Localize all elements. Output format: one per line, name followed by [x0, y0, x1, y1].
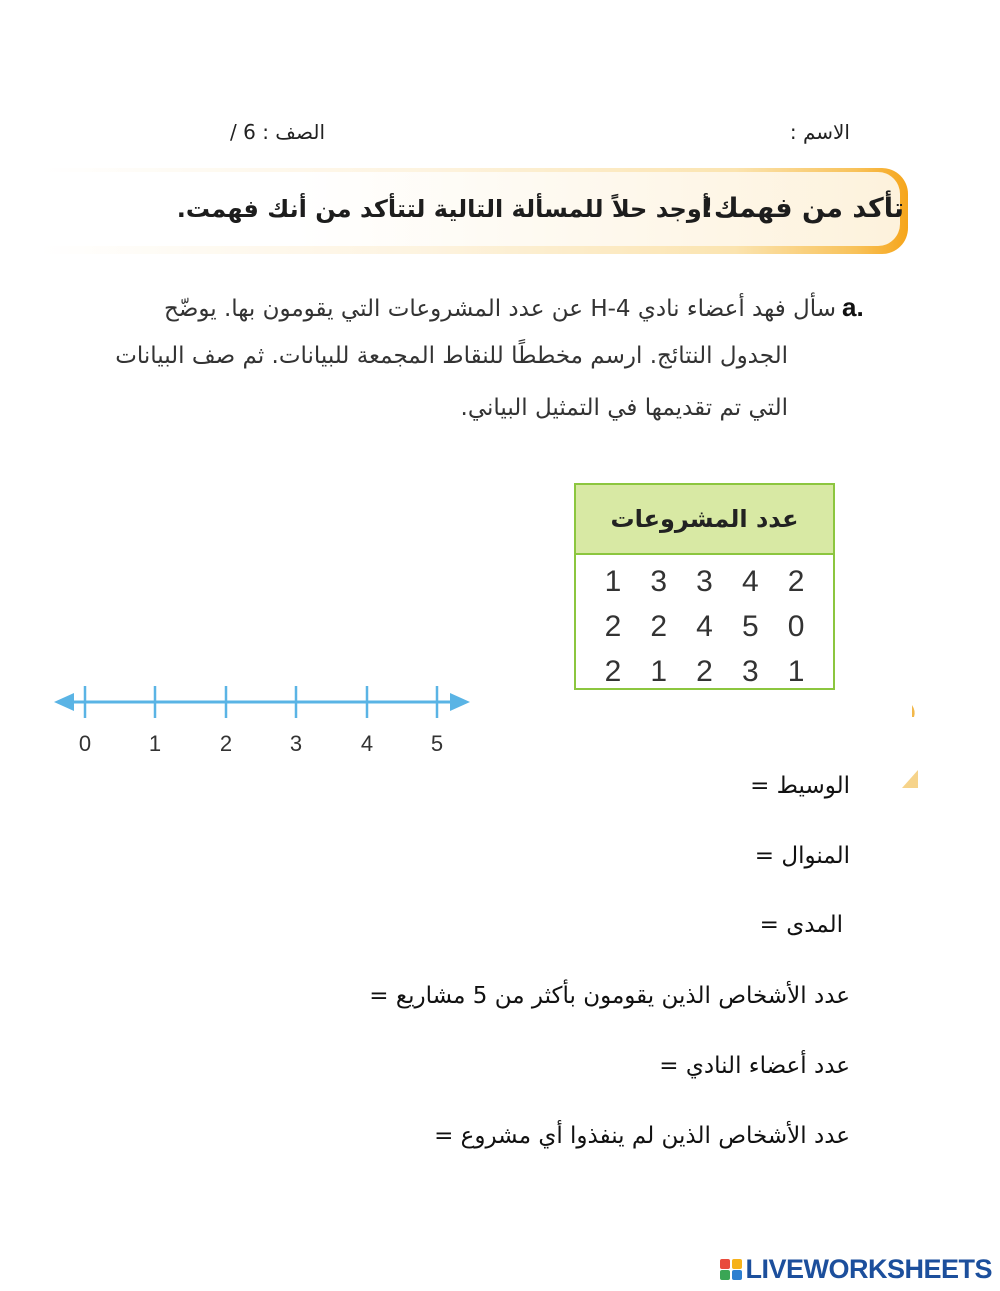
logo-square [720, 1259, 730, 1269]
logo-square [732, 1259, 742, 1269]
projects-table [574, 483, 835, 690]
table-cell: 2 [787, 565, 805, 598]
banner-instruction: أوجد حلاً للمسألة التالية لتتأكد من أنك فهمت. [176, 195, 710, 223]
question-line: التي تم تقديمها في التمثيل البياني. [460, 395, 788, 421]
logo-icon [720, 1259, 742, 1281]
number-line-label: 5 [430, 731, 444, 756]
table-cell: 1 [650, 655, 668, 688]
table-cell: 4 [741, 565, 759, 598]
logo-text: LIVEWORKSHEETS [745, 1254, 992, 1284]
table-row [576, 649, 833, 694]
number-line-label: 1 [148, 731, 162, 756]
logo-square [720, 1270, 730, 1280]
members-answer-line[interactable]: عدد أعضاء النادي = [659, 1053, 850, 1079]
table-cell: 2 [604, 655, 622, 688]
question-line: الجدول النتائج. ارسم مخططًا للنقاط المجمعة للبيانات. ثم صف البيانات [115, 343, 788, 369]
logo-square [732, 1270, 742, 1280]
table-row [576, 604, 833, 649]
number-line[interactable] [50, 683, 480, 763]
class-label: الصف : 6 / [230, 120, 325, 144]
table-cell: 4 [696, 610, 713, 643]
table-cell: 2 [604, 610, 622, 643]
table-cell: 1 [787, 655, 805, 688]
table-cell: 5 [741, 610, 759, 643]
table-cell: 3 [696, 565, 713, 598]
question-letter: a. [842, 292, 864, 322]
median-answer-line[interactable]: الوسيط = [750, 773, 850, 799]
table-body [576, 559, 833, 694]
right-arrow-icon [450, 693, 470, 711]
number-line-label: 3 [289, 731, 303, 756]
table-cell: 0 [787, 610, 805, 643]
number-line-label: 0 [78, 731, 92, 756]
range-answer-line[interactable]: المدى = [759, 912, 843, 938]
table-cell: 2 [696, 655, 713, 688]
table-cell: 1 [604, 565, 622, 598]
table-cell: 3 [650, 565, 668, 598]
decoration-mark [900, 766, 920, 790]
table-cell: 3 [741, 655, 759, 688]
liveworksheets-logo [720, 1254, 992, 1285]
no-projects-answer-line[interactable]: عدد الأشخاص الذين لم ينفذوا أي مشروع = [434, 1123, 850, 1149]
table-row [576, 559, 833, 604]
table-header: عدد المشروعات [576, 485, 833, 555]
left-arrow-icon [54, 693, 74, 711]
name-label: الاسم : [789, 120, 850, 144]
banner-title: تأكد من فهمك! [701, 193, 904, 224]
mode-answer-line[interactable]: المنوال = [754, 843, 850, 869]
number-line-label: 4 [360, 731, 374, 756]
decoration-mark [900, 703, 920, 721]
question-line: سأل فهد أعضاء نادي H-4 عن عدد المشروعات التي يقومون بها. يوضّح [163, 296, 836, 322]
table-cell: 2 [650, 610, 668, 643]
more-than-5-answer-line[interactable]: عدد الأشخاص الذين يقومون بأكثر من 5 مشاريع = [369, 983, 850, 1009]
number-line-label: 2 [219, 731, 233, 756]
